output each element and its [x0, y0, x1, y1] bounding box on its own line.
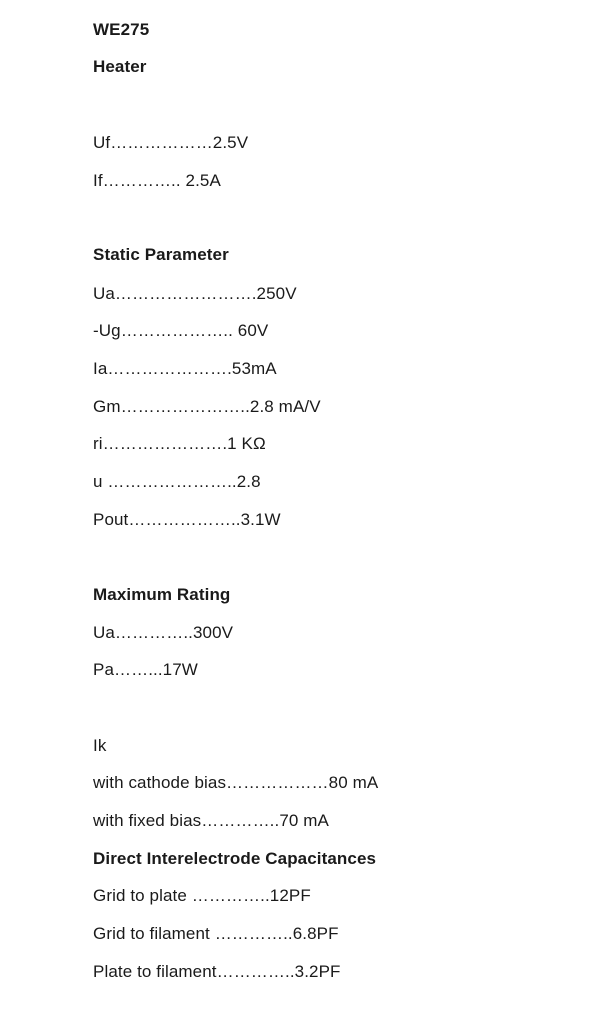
heater-heading: Heater [93, 57, 147, 76]
ik-cathode-bias-line: with cathode bias………………80 mA [93, 773, 379, 792]
ik-fixed-bias-line: with fixed bias…………..70 mA [93, 811, 329, 830]
plate-to-filament-line: Plate to filament…………..3.2PF [93, 962, 341, 981]
heater-if-line: If………….. 2.5A [93, 171, 221, 190]
static-ri-line: ri………………….1 KΩ [93, 434, 266, 453]
capacitances-heading: Direct Interelectrode Capacitances [93, 849, 377, 868]
heater-uf-line: Uf………………2.5V [93, 133, 249, 152]
maximum-pa-line: Pa……...17W [93, 660, 198, 679]
grid-to-plate-line: Grid to plate …………..12PF [93, 886, 311, 905]
maximum-rating-heading: Maximum Rating [93, 585, 231, 604]
static-ug-line: -Ug……………….. 60V [93, 321, 269, 340]
grid-to-filament-line: Grid to filament …………..6.8PF [93, 924, 339, 943]
static-parameter-heading: Static Parameter [93, 245, 229, 264]
static-u-line: u …………………..2.8 [93, 472, 261, 491]
ik-label: Ik [93, 736, 107, 755]
maximum-ua-line: Ua…………..300V [93, 623, 234, 642]
static-gm-line: Gm…………………..2.8 mA/V [93, 397, 321, 416]
static-pout-line: Pout………………..3.1W [93, 510, 281, 529]
document-title: WE275 [93, 20, 150, 39]
static-ua-line: Ua…………………….250V [93, 284, 297, 303]
static-ia-line: Ia………………….53mA [93, 359, 277, 378]
